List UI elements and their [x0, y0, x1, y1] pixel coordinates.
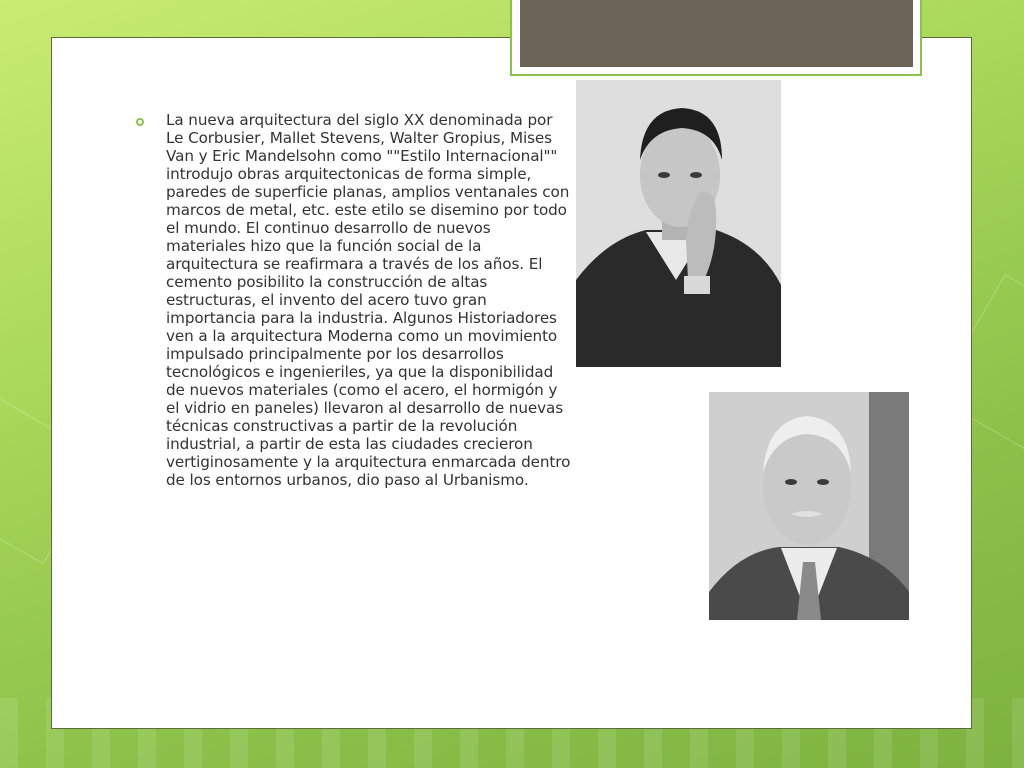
- portrait-photo-1: [576, 80, 781, 367]
- man-portrait-icon: [576, 80, 781, 367]
- bullet-text: La nueva arquitectura del siglo XX denominada por Le Corbusier, Mallet Stevens, Walter Gropius, Mises Van y Eric Mandelsohn como ""Estilo Internacional"" introdujo obras arquitectonicas de forma simple, paredes de superficie planas, amplios ventanales con marcos de metal, etc. este etilo se disemino por todo el mundo. El continuo desarrollo de nuevos materiales hizo que la función social de la arquitectura se reafirmara a través de los años. El cemento posibilito la construcción de altas estructuras, el invento del acero tuvo gran importancia para la industria. Algunos Historiadores ven a la arquitectura Moderna como un movimiento impulsado principalmente por los desarrollos tecnológicos e ingenieriles, ya que la disponibilidad de nuevos materiales (como el acero, el hormigón y el vidrio en paneles) llevaron al desarrollo de nuevas técnicas constructivas a partir de la revolución industrial, a partir de esta las ciudades crecieron vertiginosamente y la arquitectura enmarcada dentro de los entornos urbanos, dio paso al Urbanismo.: [166, 111, 571, 489]
- bullet-icon: [136, 118, 144, 126]
- portrait-photo-2: [709, 392, 909, 620]
- title-bar: [520, 0, 913, 67]
- older-man-portrait-icon: [709, 392, 909, 620]
